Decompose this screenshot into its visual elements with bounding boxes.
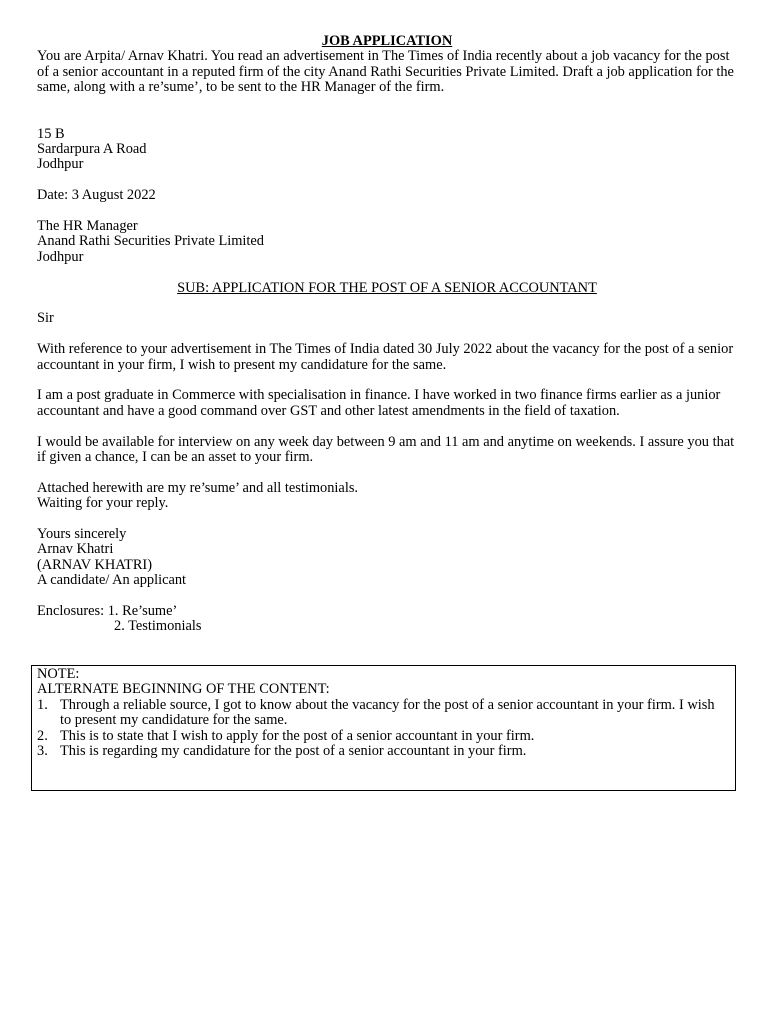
receiver-address (37, 219, 737, 265)
letter-page (37, 34, 737, 635)
closing-line: Attached herewith are my re’sume’ and all testimonials. (37, 479, 359, 496)
list-item-number: 1. (37, 696, 48, 713)
salutation: Sir (37, 310, 54, 327)
sender-address-line: Sardarpura A Road (37, 141, 147, 158)
list-item (37, 698, 735, 729)
enclosures (37, 604, 737, 635)
body-paragraph: I would be available for interview on any week day between 9 am and 11 am and anytime on weekends. I assure you that if given a chance, I can be an asset to your firm. (37, 433, 735, 466)
sender-address-line: 15 B (37, 125, 65, 142)
enclosures-label: Enclosures: 1. Re’sume’ (37, 603, 178, 620)
signoff-line: A candidate/ An applicant (37, 572, 187, 589)
closing-line: Waiting for your reply. (37, 495, 169, 512)
list-item-text: Through a reliable source, I got to know about the vacancy for the post of a senior accountant in your firm. I wish to present my candidature for the same. (60, 696, 715, 729)
signoff-line: (ARNAV KHATRI) (37, 556, 152, 573)
note-list (37, 698, 735, 760)
question-text: You are Arpita/ Arnav Khatri. You read an advertisement in The Times of India recently about a job vacancy for the post of a senior accountant in a reputed firm of the city Anand Rathi Securities Private Limited. Draft a job application for the same, along with a re’sume’, to be sent to the HR Manager of the firm. (37, 48, 734, 96)
list-item-text: This is to state that I wish to apply for the post of a senior accountant in your firm. (60, 727, 535, 744)
list-item-text: This is regarding my candidature for the post of a senior accountant in your firm. (60, 743, 527, 760)
receiver-address-line: Jodhpur (37, 248, 84, 265)
list-item-number: 2. (37, 727, 48, 744)
body-paragraph: I am a post graduate in Commerce with specialisation in finance. I have worked in two finance firms earlier as a junior accountant and have a good command over GST and other latest amendments in the field of taxation. (37, 387, 721, 419)
page-title: JOB APPLICATION (321, 33, 453, 49)
signoff (37, 527, 737, 589)
closing-lines (37, 481, 737, 512)
signoff-line: Yours sincerely (37, 526, 127, 543)
receiver-address-line: The HR Manager (37, 218, 138, 235)
sender-address-line: Jodhpur (37, 156, 84, 173)
letter-date: Date: 3 August 2022 (37, 187, 156, 204)
list-item (37, 744, 735, 759)
note-box (31, 665, 736, 791)
letter-subject: SUB: APPLICATION FOR THE POST OF A SENIOR ACCOUNTANT (177, 279, 597, 296)
signoff-line: Arnav Khatri (37, 541, 114, 558)
note-heading: ALTERNATE BEGINNING OF THE CONTENT: (37, 681, 330, 698)
list-item (37, 729, 735, 744)
sender-address (37, 127, 737, 173)
list-item-number: 3. (37, 743, 48, 760)
receiver-address-line: Anand Rathi Securities Private Limited (37, 233, 265, 250)
body-paragraph: With reference to your advertisement in The Times of India dated 30 July 2022 about the vacancy for the post of a senior accountant in your firm, I wish to present my candidature for the same. (37, 341, 734, 373)
note-label: NOTE: (37, 666, 80, 682)
enclosure-item: 2. Testimonials (114, 618, 202, 635)
